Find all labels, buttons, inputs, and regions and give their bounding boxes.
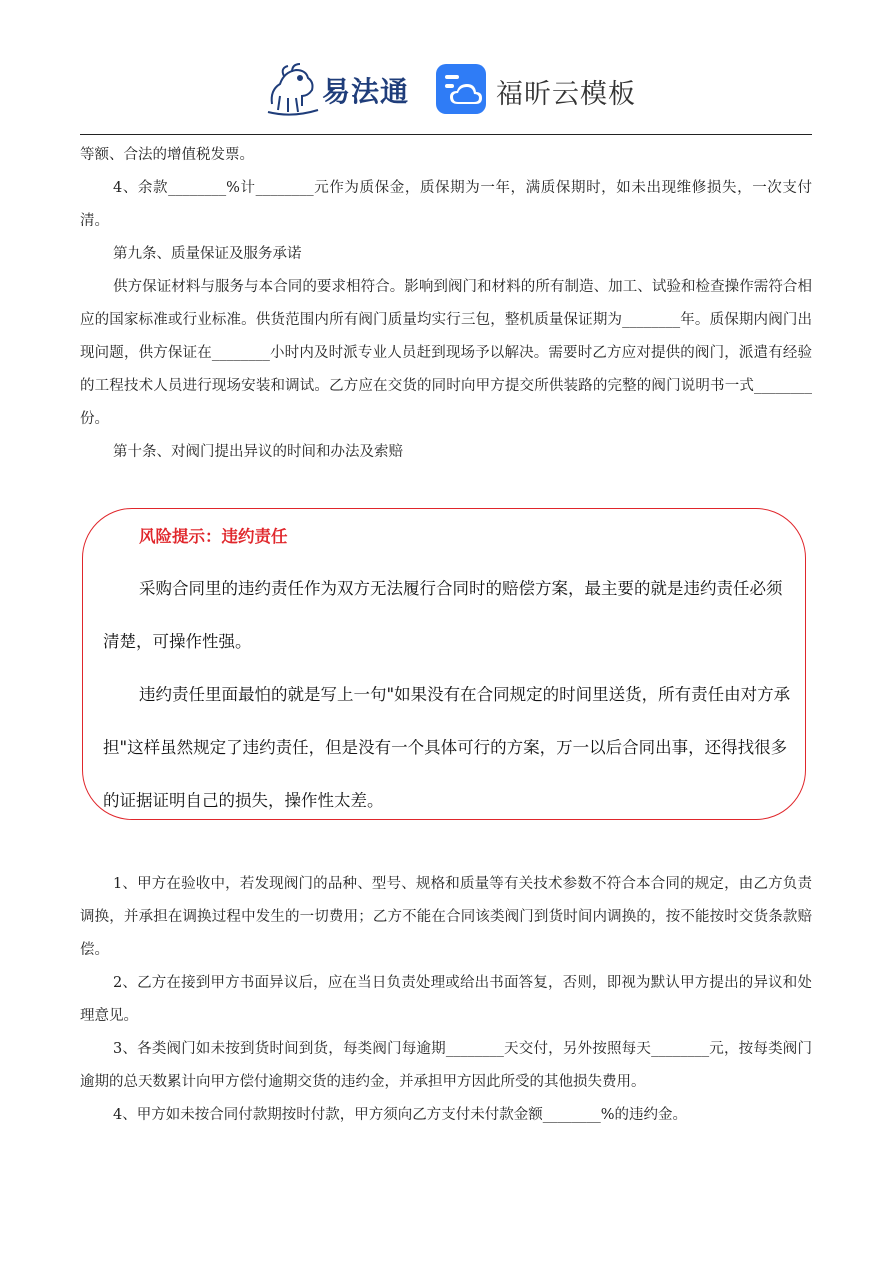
risk-notice-title: 风险提示：违约责任 xyxy=(139,527,288,546)
foxit-template-logo-text: 福昕云模板 xyxy=(496,79,636,110)
section-heading-article-10: 第十条、对阀门提出异议的时间和办法及索赔 xyxy=(113,444,403,460)
yifatong-logo xyxy=(262,60,412,118)
foxit-cloud-icon xyxy=(436,64,486,114)
clause-1-inspection: 1、甲方在验收中，若发现阀门的品种、型号、规格和质量等有关技术参数不符合本合同的规定，由乙方负责调换，并承担在调换过程中发生的一切费用；乙方不能在合同该类阀门到货时间内调换的，按不能按时交货条款赔偿。 xyxy=(80,876,812,958)
clause-4-late-payment: 4、甲方如未按合同付款期按时付款，甲方须向乙方支付未付款金额________%的违约金。 xyxy=(113,1107,688,1123)
lion-emblem-icon xyxy=(262,60,322,118)
clause-3-late-delivery: 3、各类阀门如未按到货时间到货，每类阀门每逾期________天交付，另外按照每天________元，按每类阀门逾期的总天数累计向甲方偿付逾期交货的违约金，并承担甲方因此所受的其他损失费用。 xyxy=(80,1041,812,1090)
clause-2-objection: 2、乙方在接到甲方书面异议后，应在当日负责处理或给出书面答复，否则，即视为默认甲方提出的异议和处理意见。 xyxy=(80,975,812,1024)
paragraph-quality-guarantee: 供方保证材料与服务与本合同的要求相符合。影响到阀门和材料的所有制造、加工、试验和检查操作需符合相应的国家标准或行业标准。供货范围内所有阀门质量均实行三包，整机质量保证期为________年。质保期内阀门出现问题，供方保证在________小时内及时派专业人员赶到现场予以解决。需要时乙方应对提供的阀门，派遣有经验的工程技术人员进行现场安装和调试。乙方应在交货的同时向甲方提交所供装路的完整的阀门说明书一式________份。 xyxy=(80,279,812,427)
risk-notice-paragraph-1: 采购合同里的违约责任作为双方无法履行合同时的赔偿方案，最主要的就是违约责任必须清楚，可操作性强。 xyxy=(103,579,783,651)
paragraph-invoice: 等额、合法的增值税发票。 xyxy=(80,147,254,163)
risk-notice-box xyxy=(82,508,806,820)
yifatong-logo-text: 易法通 xyxy=(322,75,410,108)
page-header xyxy=(0,0,893,135)
header-divider xyxy=(80,134,812,135)
section-heading-article-9: 第九条、质量保证及服务承诺 xyxy=(113,246,302,262)
risk-notice-paragraph-2: 违约责任里面最怕的就是写上一句"如果没有在合同规定的时间里送货，所有责任由对方承担"这样虽然规定了违约责任，但是没有一个具体可行的方案，万一以后合同出事，还得找很多的证据证明自己的损失，操作性太差。 xyxy=(103,685,791,810)
paragraph-balance-clause: 4、余款________%计________元作为质保金，质保期为一年，满质保期时，如未出现维修损失，一次支付清。 xyxy=(80,180,812,229)
